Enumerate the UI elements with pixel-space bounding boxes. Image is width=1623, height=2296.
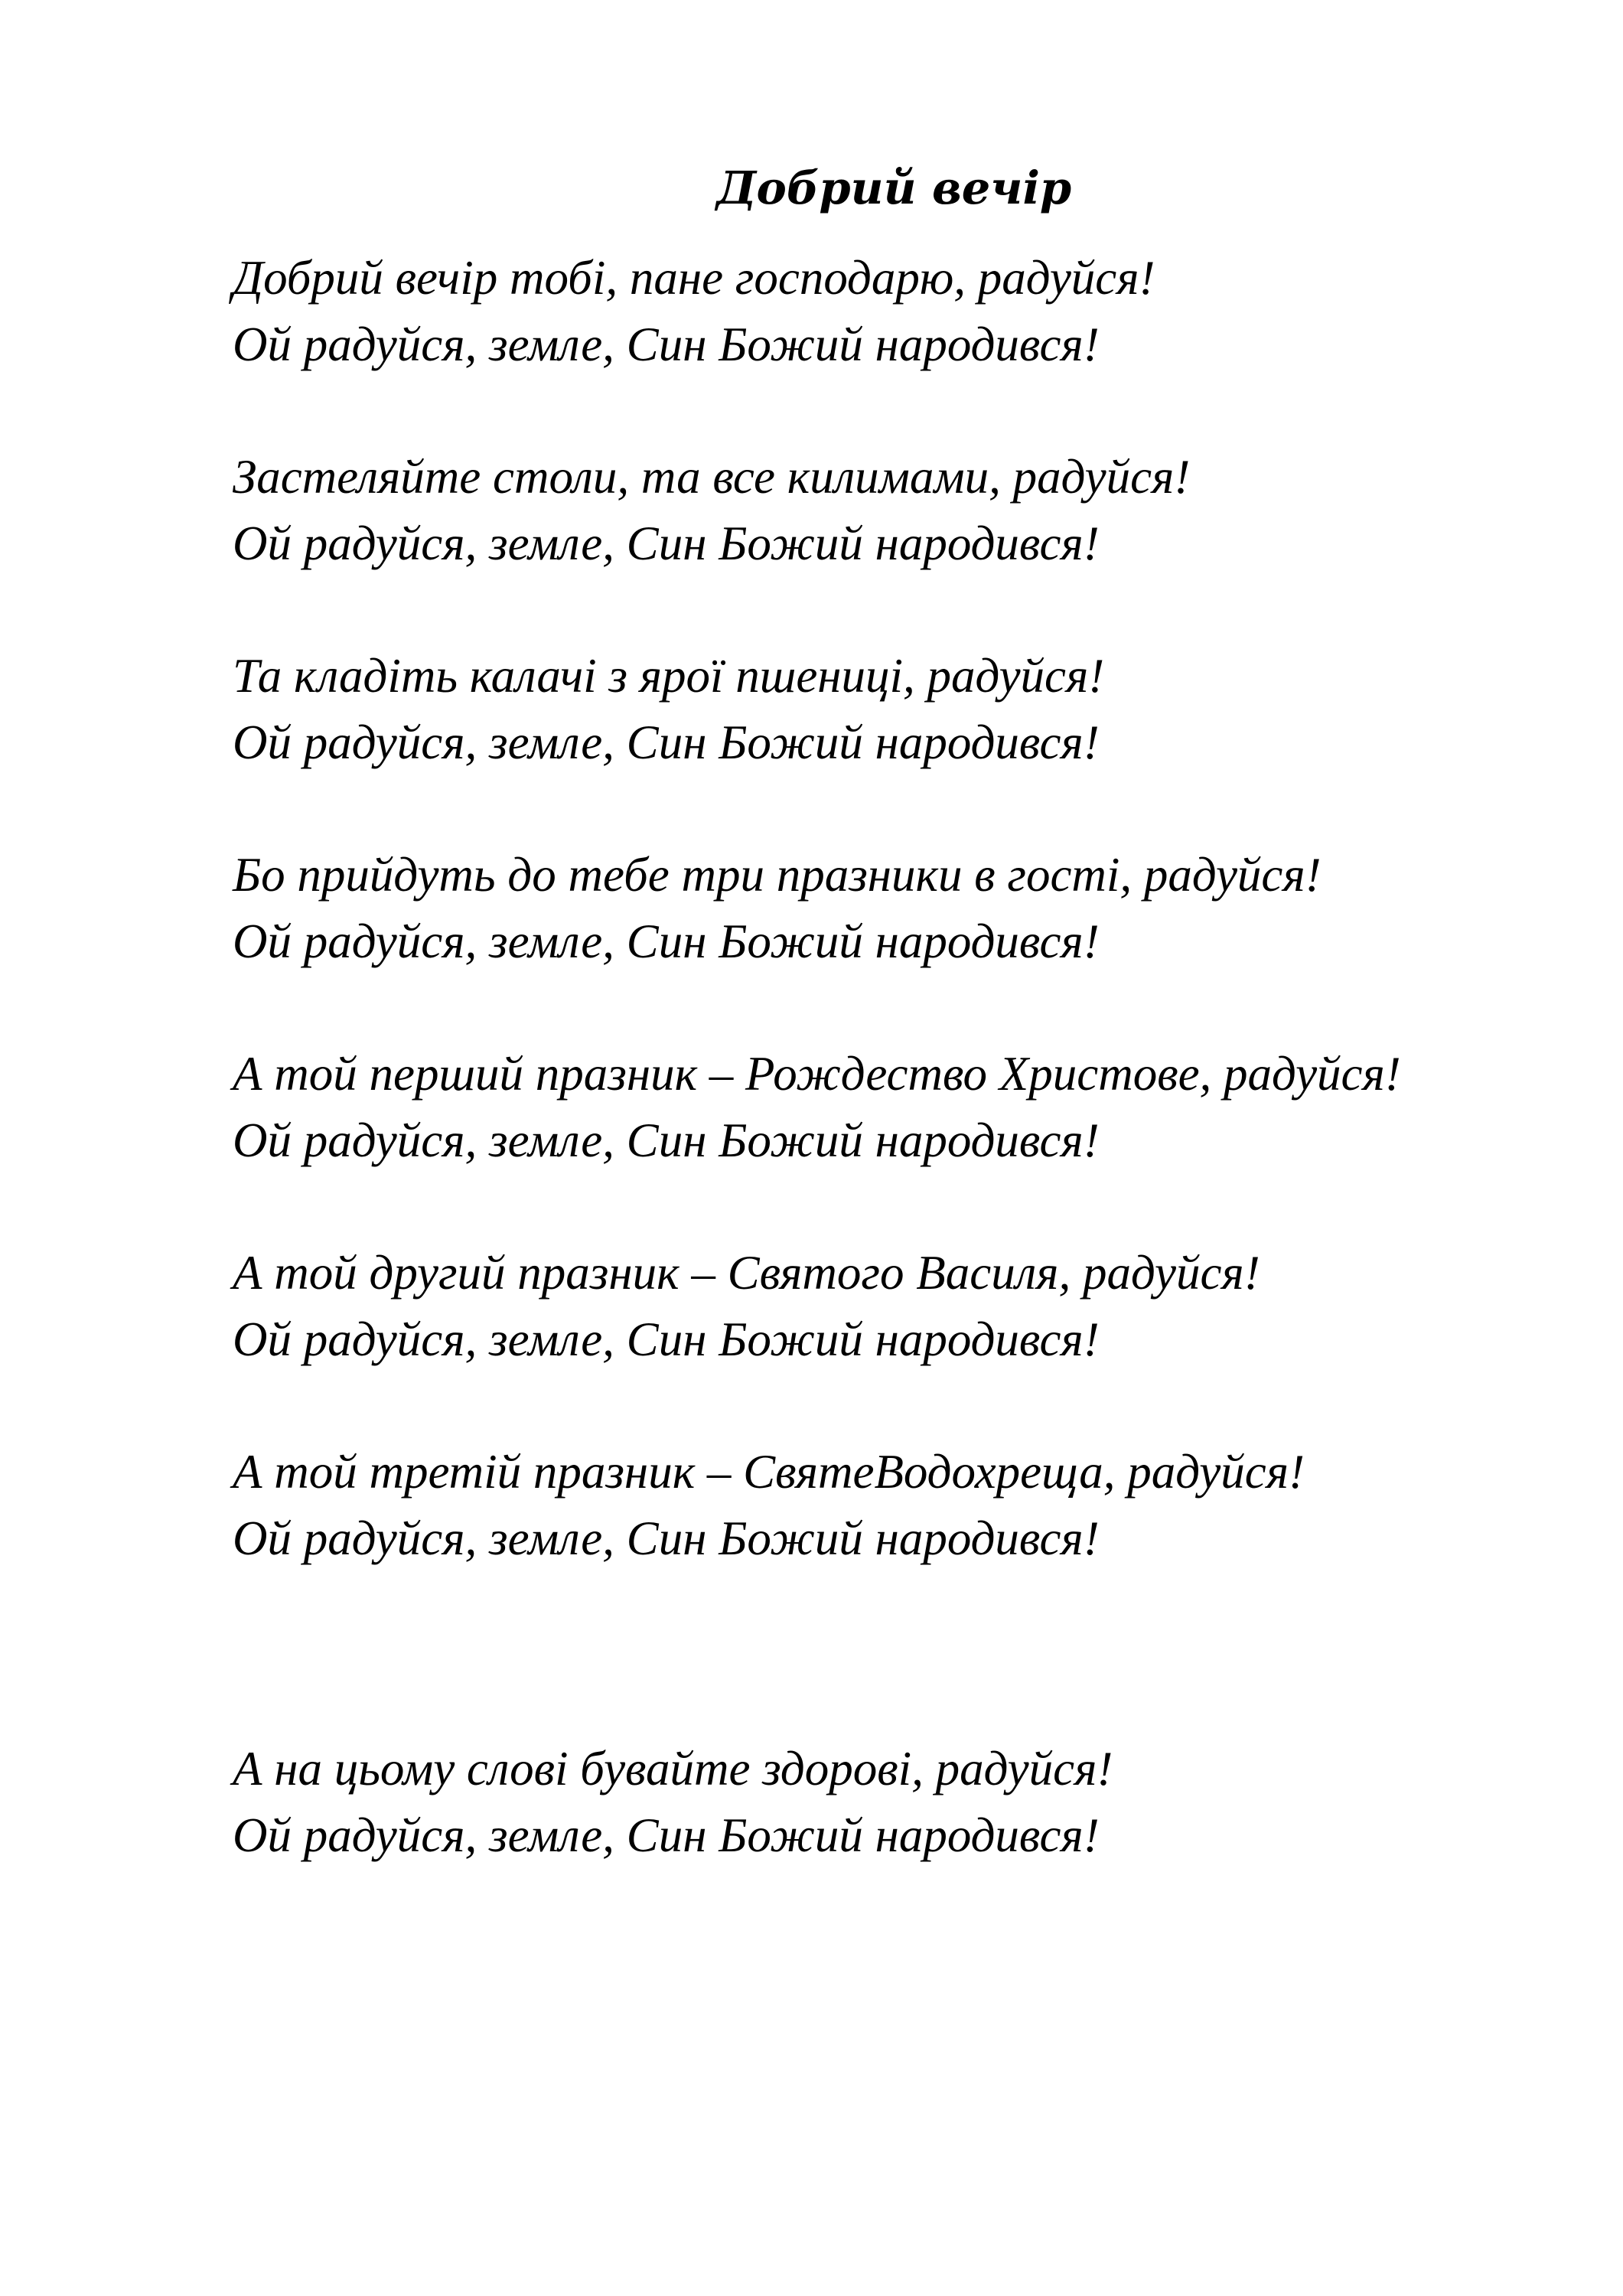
verse-line: Добрий вечір тобі, пане господарю, радуйся! (233, 251, 1155, 305)
refrain-line: Ой радуйся, земле, Син Божий народився! (233, 318, 1100, 371)
stanza-1 (233, 245, 1579, 378)
verse-line: Та кладіть калачі з ярої пшениці, радуйся! (233, 649, 1105, 703)
document-title: Добрий вечір (716, 161, 1072, 214)
verse-line: Бо прийдуть до тебе три празники в гості, радуйся! (233, 848, 1322, 902)
stanza-6 (233, 1240, 1579, 1373)
stanza-4 (233, 842, 1579, 975)
stanza-2 (233, 444, 1579, 577)
refrain-line: Ой радуйся, земле, Син Божий народився! (233, 1114, 1100, 1167)
verse-line: А той другий празник – Святого Василя, радуйся! (233, 1246, 1260, 1300)
stanza-8 (233, 1736, 1579, 1869)
refrain-line: Ой радуйся, земле, Син Божий народився! (233, 1313, 1100, 1366)
stanza-3 (233, 643, 1579, 776)
refrain-line: Ой радуйся, земле, Син Божий народився! (233, 716, 1100, 769)
refrain-line: Ой радуйся, земле, Син Божий народився! (233, 1808, 1100, 1862)
stanza-5 (233, 1041, 1579, 1174)
verse-line: А той перший празник – Рождество Христове, радуйся! (233, 1047, 1401, 1101)
refrain-line: Ой радуйся, земле, Син Божий народився! (233, 1512, 1100, 1565)
refrain-line: Ой радуйся, земле, Син Божий народився! (233, 517, 1100, 570)
verse-line: А той третій празник – СвятеВодохреща, радуйся! (233, 1445, 1305, 1499)
stanza-7 (233, 1439, 1579, 1572)
verse-line: А на цьому слові бувайте здорові, радуйся! (233, 1742, 1113, 1795)
refrain-line: Ой радуйся, земле, Син Божий народився! (233, 915, 1100, 968)
verse-line: Застеляйте столи, та все килимами, радуйся! (233, 450, 1191, 504)
